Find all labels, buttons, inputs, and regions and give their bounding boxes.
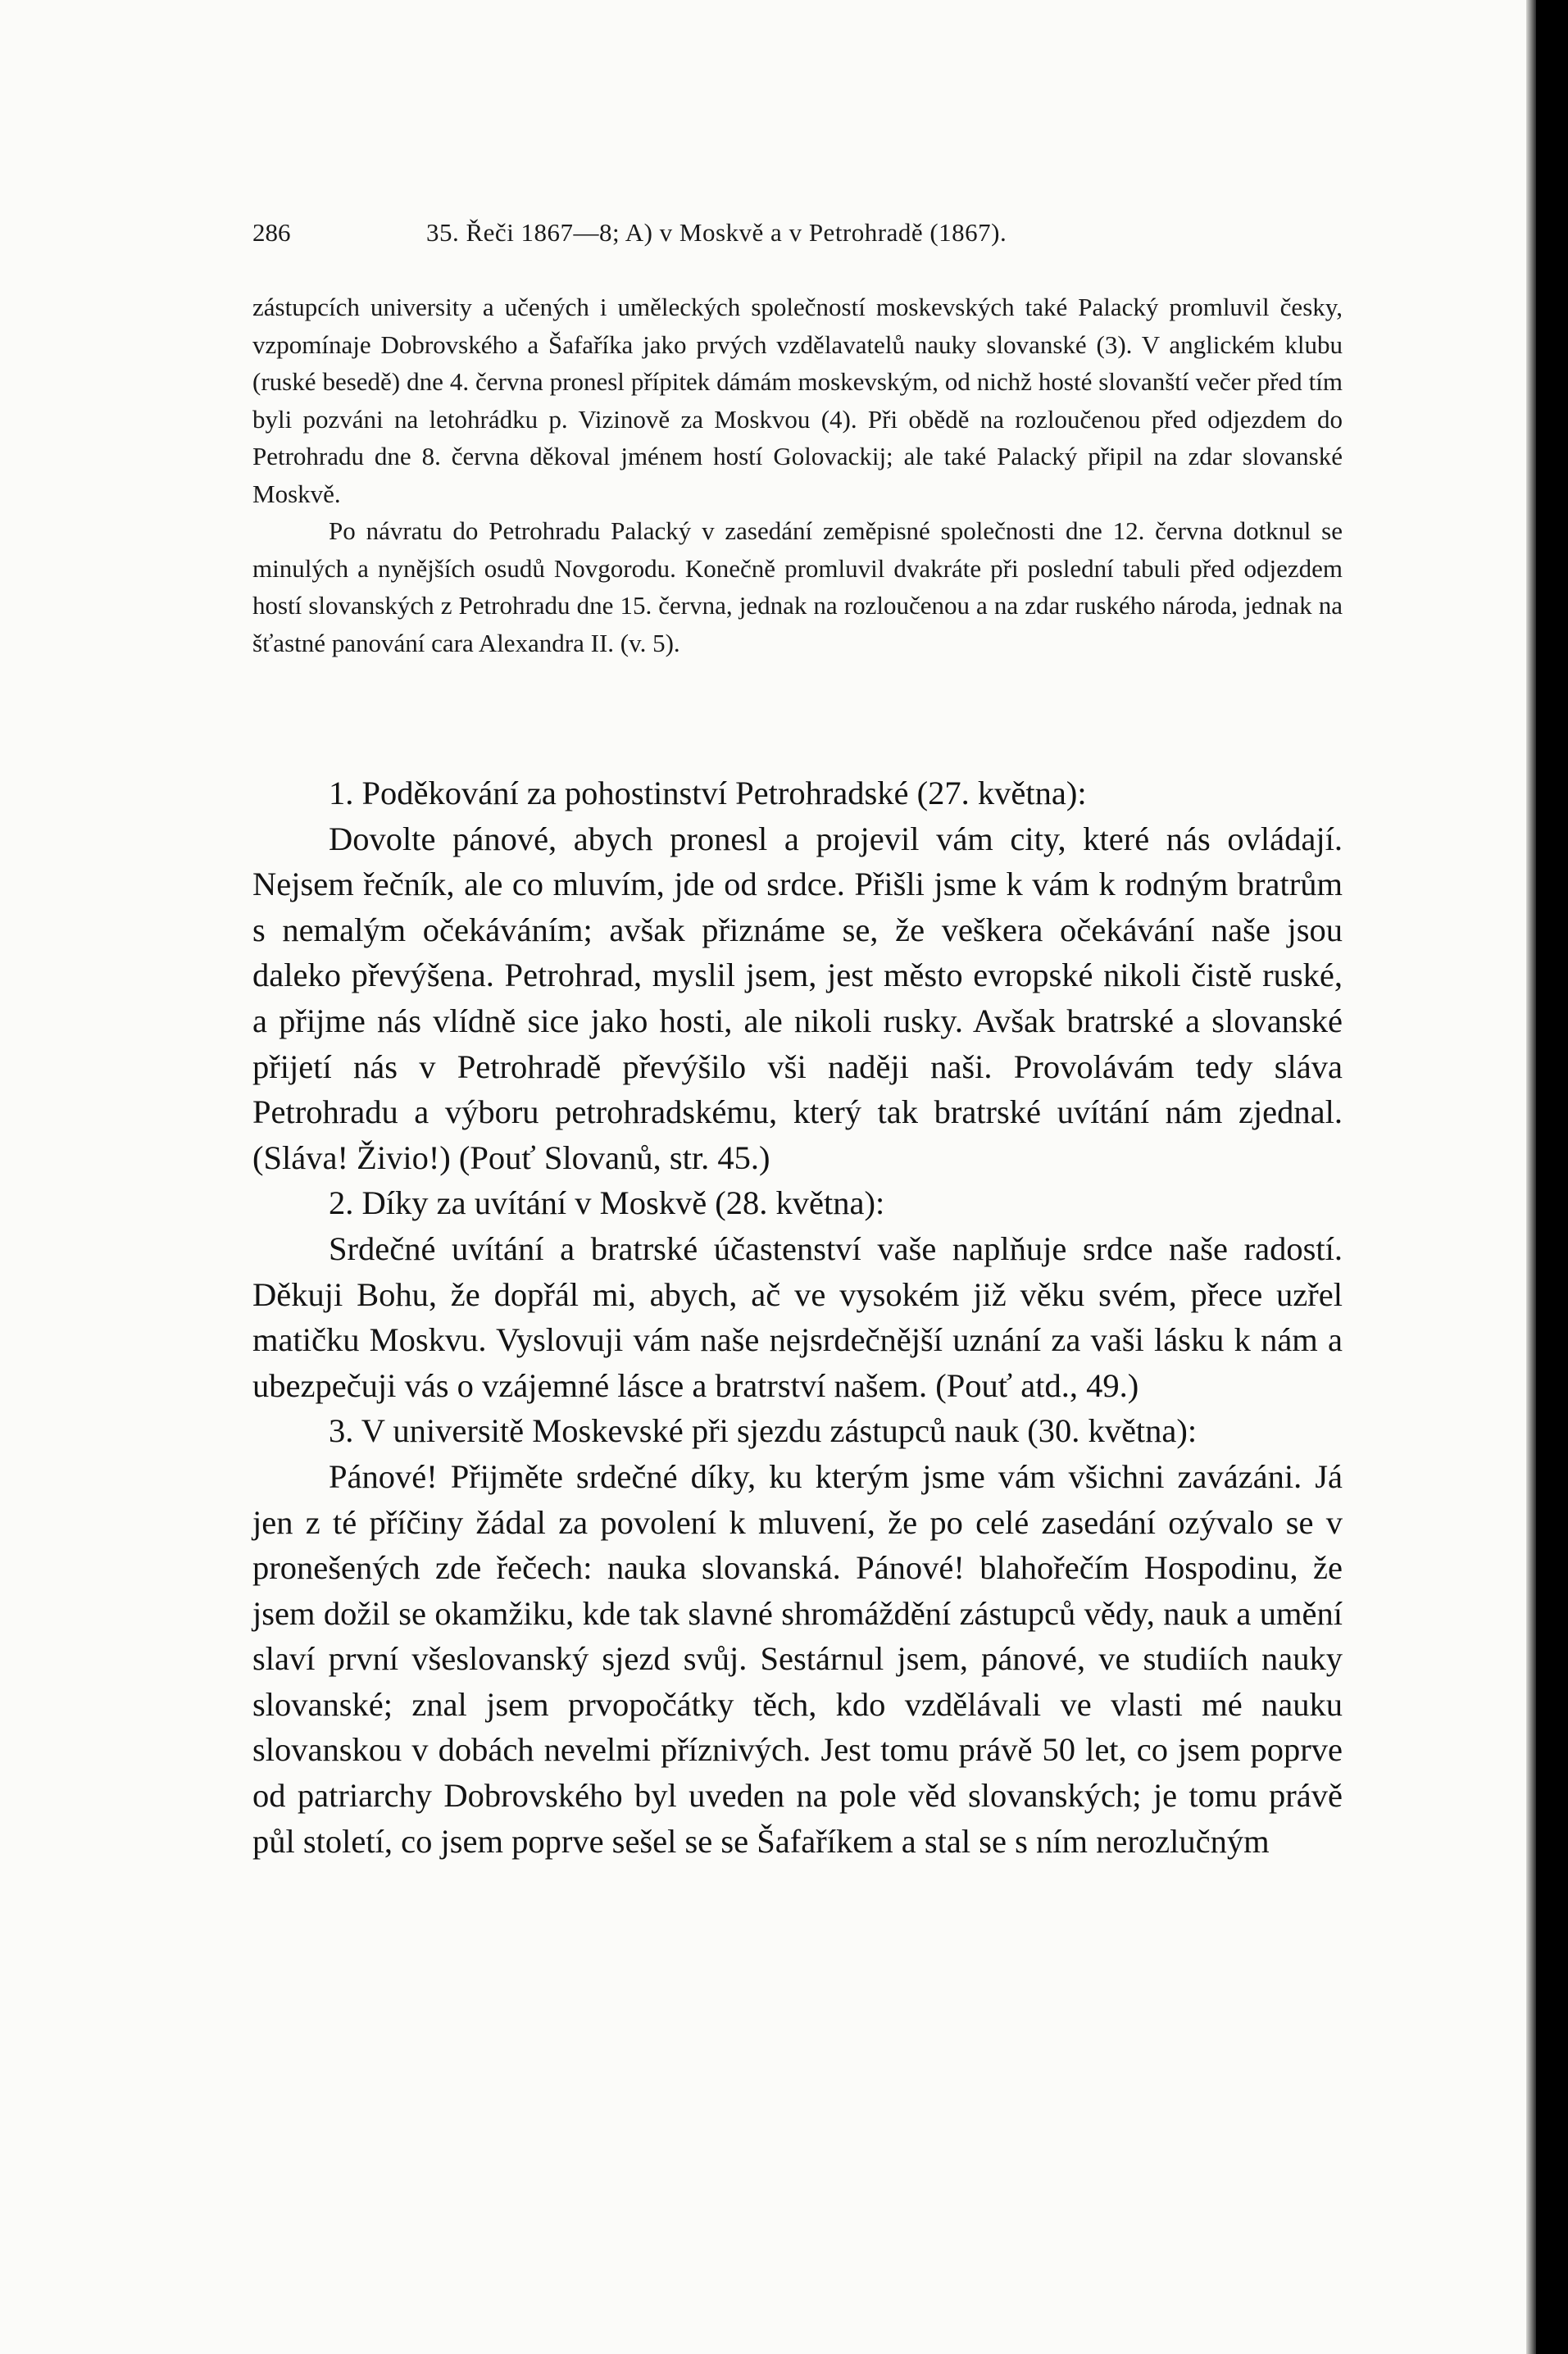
running-title: 35. Řeči 1867—8; A) v Moskvě a v Petrohradě (1867). (426, 218, 1007, 247)
page-edge (1526, 0, 1536, 2354)
introductory-paragraphs (252, 289, 1343, 661)
page-number: 286 (252, 218, 291, 247)
speech-text: Dovolte pánové, abych pronesl a projevil vám city, které nás ovládají. Nejsem řečník, ale co mluvím, jde od srdce. Přišli jsme k vám k rodným bratrům s nemalým očekáváním; avšak přiznáme se, že veškera očekávání naše jsou daleko převýšena. Petrohrad, myslil jsem, jest město evropské nikoli čistě ruské, a přijme nás vlídně sice jako hosti, ale nikoli rusky. Avšak bratrské a slovanské přijetí nás v Petrohradě převýšilo vši naději naši. Provolávám tedy sláva Petrohradu a výboru petrohradskému, který tak bratrské uvítání nám zjednal. (Sláva! Živio!) (Pouť Slovanů, str. 45.) (252, 820, 1343, 1176)
intro-paragraph: zástupcích university a učených i uměleckých společností moskevských také Palacký promluvil česky, vzpomínaje Dobrovského a Šafaříka jako prvých vzdělavatelů nauky slovanské (3). V anglickém klubu (ruské besedě) dne 4. června pronesl přípitek dámám moskevským, od nichž hosté slovanští večer před tím byli pozváni na letohrádku p. Vizinově za Moskvou (4). Při obědě na rozloučenou před odjezdem do Petrohradu dne 8. června děkoval jménem hostí Golovackij; ale také Palacký připil na zdar slovanské Moskvě. (252, 293, 1343, 508)
speeches-section (252, 770, 1343, 1864)
intro-paragraph: Po návratu do Petrohradu Palacký v zasedání zeměpisné společnosti dne 12. června dotknul se minulých a nynějších osudů Novgorodu. Konečně promluvil dvakráte při poslední tabuli před odjezdem hostí slovanských z Petrohradu dne 15. června, jednak na rozloučenou a na zdar ruského národa, jednak na šťastné panování cara Alexandra II. (v. 5). (252, 516, 1343, 657)
speech-heading: 1. Poděkování za pohostinství Petrohradské (27. května): (329, 775, 1087, 811)
speech-text: Pánové! Přijměte srdečné díky, ku kterým jsme vám všichni zavázáni. Já jen z té příčiny žádal za povolení k mluvení, že po celé zasedání ozývalo se v pronešených zde řečech: nauka slovanská. Pánové! blahořečím Hospodinu, že jsem dožil se okamžiku, kde tak slavné shromáždění zástupců vědy, nauk a umění slaví první všeslovanský sjezd svůj. Sestárnul jsem, pánové, ve studiích nauky slovanské; znal jsem prvopočátky těch, kdo vzdělávali ve vlasti mé nauku slovanskou v dobách nevelmi příznivých. Jest tomu právě 50 let, co jsem poprve od patriarchy Dobrovského byl uveden na pole věd slovanských; je tomu právě půl století, co jsem poprve sešel se se Šafaříkem a stal se s ním nerozlučným (252, 1457, 1343, 1860)
speech-heading: 2. Díky za uvítání v Moskvě (28. května): (329, 1184, 885, 1222)
speech-text: Srdečné uvítání a bratrské účastenství vaše naplňuje srdce naše radostí. Děkuji Bohu, že dopřál mi, abych, ač ve vysokém již věku svém, přece uzřel matičku Moskvu. Vyslovuji vám naše nejsrdečnější uznání za vaši lásku k nám a ubezpečuji vás o vzájemné lásce a bratrství našem. (Pouť atd., 49.) (252, 1229, 1343, 1404)
speech-heading: 3. V universitě Moskevské při sjezdu zástupců nauk (30. května): (329, 1412, 1198, 1450)
page-header (252, 218, 1343, 259)
